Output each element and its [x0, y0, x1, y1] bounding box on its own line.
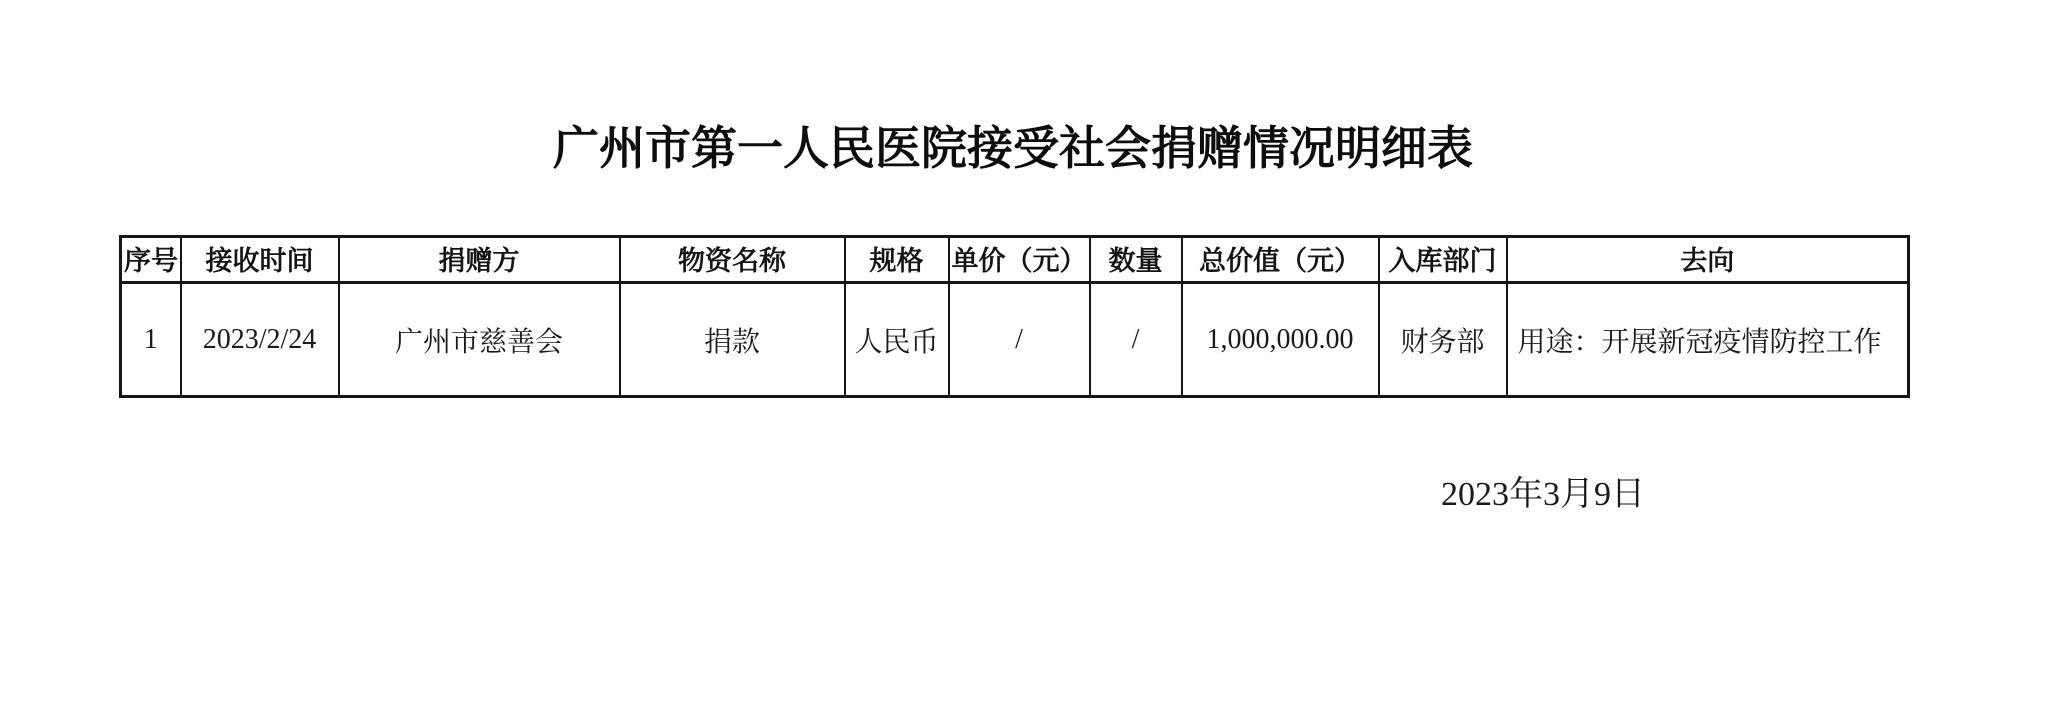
cell-donor: 广州市慈善会 [339, 283, 620, 397]
cell-unit-price: / [949, 283, 1090, 397]
column-header-received-date: 接收时间 [181, 237, 339, 283]
column-header-destination: 去向 [1507, 237, 1909, 283]
cell-item-name: 捐款 [620, 283, 845, 397]
cell-serial: 1 [121, 283, 181, 397]
table-header-row [121, 237, 1909, 283]
cell-destination: 用途：开展新冠疫情防控工作 [1507, 283, 1909, 397]
cell-quantity: / [1090, 283, 1182, 397]
document-title: 广州市第一人民医院接受社会捐赠情况明细表 [553, 123, 1473, 174]
column-header-quantity: 数量 [1090, 237, 1182, 283]
column-header-donor: 捐赠方 [339, 237, 620, 283]
column-header-total-value: 总价值（元） [1182, 237, 1379, 283]
column-header-unit-price: 单价（元） [949, 237, 1090, 283]
cell-department: 财务部 [1379, 283, 1507, 397]
donation-table [119, 235, 1910, 398]
cell-total-value: 1,000,000.00 [1182, 283, 1379, 397]
document-date: 2023年3月9日 [1441, 476, 1645, 513]
cell-spec: 人民币 [845, 283, 949, 397]
table-row [121, 283, 1909, 397]
column-header-item-name: 物资名称 [620, 237, 845, 283]
column-header-serial: 序号 [121, 237, 181, 283]
cell-received-date: 2023/2/24 [181, 283, 339, 397]
column-header-department: 入库部门 [1379, 237, 1507, 283]
column-header-spec: 规格 [845, 237, 949, 283]
